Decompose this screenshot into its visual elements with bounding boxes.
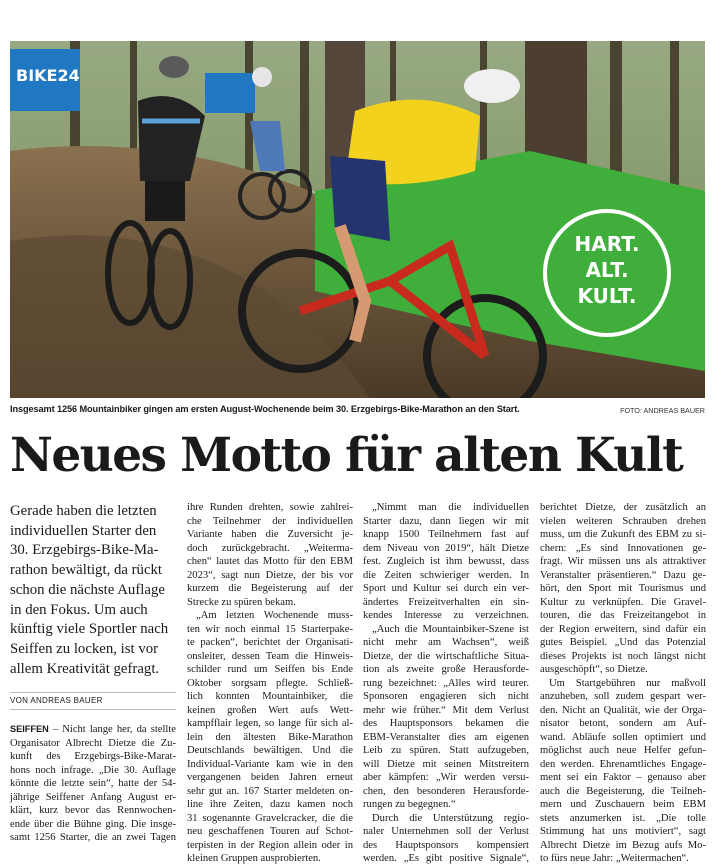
body-line: Starter dazu, dann liegen wir mit bbox=[363, 515, 529, 527]
body-line: Deutschlands bewältigen. Und die bbox=[187, 745, 353, 757]
body-line: samt 1256 Starter, die an zwei Tagen bbox=[10, 832, 176, 844]
body-line: stets anzumerken ist. „Die tolle bbox=[540, 812, 706, 824]
body-line: werden. „Es gibt positive Signale“, bbox=[363, 853, 529, 865]
body-line: Albrecht Dietze im Bezug aufs Mo- bbox=[540, 839, 706, 851]
body-line: kunft des Erzgebirgs-Bike-Marat- bbox=[10, 751, 176, 763]
body-line: ausgeschöpft“, so Dietze. bbox=[540, 664, 648, 676]
body-line: berichtet Dietze, der zusätzlich an bbox=[540, 502, 706, 513]
body-line: chen“ lautet das Motto für den EBM bbox=[187, 556, 353, 568]
teaser-line: in den Fokus. Um auch bbox=[10, 601, 148, 618]
body-line: aber kämpfen: „Wir werden versu- bbox=[363, 772, 529, 784]
banner-line-2: ALT. bbox=[585, 258, 629, 282]
sign-text: BIKE24 bbox=[16, 66, 80, 85]
teaser bbox=[10, 502, 176, 679]
body-line: hört, den Sport mit Tourismus und bbox=[540, 583, 706, 595]
body-line: kurzem die Begeisterung auf der bbox=[187, 583, 353, 595]
teaser-line: Gerade haben die letzten bbox=[10, 503, 157, 519]
body-line: Organisator Albrecht Dietze die Zu- bbox=[10, 737, 176, 749]
body-line: to fürs neue Jahr: „Weitermachen“. bbox=[540, 853, 689, 865]
body-line: doch zurückgebracht. „Weiterma- bbox=[187, 542, 353, 554]
teaser-line: schon die nächste Auflage bbox=[10, 581, 165, 598]
body-line: naler Unternehmen soll der Verlust bbox=[363, 826, 529, 838]
body-line: Veranstalter präsentieren.“ Dazu ge- bbox=[540, 569, 706, 581]
body-line: Durch die Unterstützung regio- bbox=[372, 812, 529, 824]
body-line: terpisten in der Region allein oder in bbox=[187, 839, 353, 851]
body-line: che Teilnehmer der individuellen bbox=[187, 515, 353, 527]
body-line: schilder rund um Seiffen bis Ende bbox=[187, 664, 353, 676]
body-line: knapp 1500 Teilnehmern fast auf bbox=[363, 529, 529, 541]
body-line bbox=[10, 723, 176, 737]
body-line: ändertes Freizeitverhalten ein sin- bbox=[363, 596, 529, 608]
body-line: neu geschaffenen Touren auf Schot- bbox=[187, 826, 353, 838]
body-line: der Region erweitern, sind dafür ein bbox=[540, 623, 706, 635]
body-line: chen, den besonderen Herausforde- bbox=[363, 785, 529, 797]
body-line: mehr wie früher.“ Mit dem Verlust bbox=[363, 704, 529, 716]
body-line: Um Startgebühren nur maßvoll bbox=[549, 677, 706, 689]
body-line: te packen“, berichtet der Organisati- bbox=[187, 637, 353, 649]
body-line: Variante haben die Zuversicht je- bbox=[187, 529, 353, 541]
body-line: Stimmung hat uns motiviert“, sagt bbox=[540, 826, 706, 838]
body-line: Individual-Variante kam wie in den bbox=[187, 758, 353, 770]
body-line: muss, um die Zukunft des EBM zu si- bbox=[540, 529, 706, 541]
article-column-2 bbox=[187, 501, 353, 866]
headline: Neues Motto für alten Kult bbox=[10, 428, 683, 483]
body-line: vielen weiteren Schrauben drehen bbox=[540, 515, 706, 527]
article-column-3 bbox=[363, 501, 529, 866]
body-line: die Zeiten schwieriger werden. In bbox=[363, 569, 529, 581]
teaser-line: Seiffen zu locken, ist vor bbox=[10, 640, 159, 657]
body-line: kleinen Gruppen ausprobierten. bbox=[187, 853, 321, 865]
body-line: Sport und Kultur sei durch ein ver- bbox=[363, 583, 529, 595]
byline: VON ANDREAS BAUER bbox=[10, 692, 176, 710]
body-line: den. Nicht an Qualität, wie der Orga- bbox=[540, 704, 706, 716]
body-line: Leib zu spüren. Statt aufzugeben, bbox=[363, 745, 529, 757]
body-line: könnte die letzte sein“, hatte der 54- bbox=[10, 778, 176, 790]
body-line: Dietze, der die wirtschaftliche Situa- bbox=[363, 650, 529, 662]
body-line: gutes Beispiel. „Und das Potenzial bbox=[540, 637, 706, 649]
body-line: fest. Zugleich ist ihm bewusst, dass bbox=[363, 556, 529, 568]
body-line: rung bezeichnet: „Alles wird teurer. bbox=[363, 677, 529, 689]
body-line: „Am letzten Wochenende muss- bbox=[196, 610, 353, 622]
body-line: line ihre Zeiten, dazu kamen noch bbox=[187, 799, 353, 811]
body-line: vergangenen beiden Jahren erneut bbox=[187, 772, 353, 784]
body-line: fragt. Wir müssen uns als attraktiver bbox=[540, 556, 706, 568]
photo-caption: Insgesamt 1256 Mountainbiker gingen am ersten August-Wochenende beim 30. Erzgebirgs-Bike-Marathon an den Start. bbox=[10, 404, 520, 414]
body-line: lich konnten Mountainbiker, die bbox=[187, 691, 353, 703]
body-line: nicht mehr am Wachsen“, weiß bbox=[363, 637, 529, 649]
body-line: lein den ältesten Bike-Marathon bbox=[187, 731, 353, 743]
body-line: „Nimmt man die individuellen bbox=[372, 502, 529, 513]
body-line: klärt, kurz bevor das Rennwochen- bbox=[10, 805, 176, 817]
teaser-line: künftig viele Sportler nach bbox=[10, 621, 169, 638]
mountainbike-race-illustration bbox=[10, 41, 705, 398]
banner-line-1: HART. bbox=[574, 232, 640, 256]
body-line-text: – Nicht lange her, da stellte bbox=[48, 724, 176, 735]
photo-credit: FOTO: ANDREAS BAUER bbox=[620, 406, 705, 415]
body-line: ihre Runden drehten, sowie zahlrei- bbox=[187, 502, 353, 513]
body-line: sehr gut an. 167 Starter meldeten on- bbox=[187, 785, 353, 797]
body-line: ten wir noch einmal 15 Starterpake- bbox=[187, 623, 353, 635]
body-line: 31 sogenannte Gravelcracker, die die bbox=[187, 812, 353, 824]
article-photo bbox=[10, 41, 705, 398]
body-line: onsleiter, dessen Team die Hinweis- bbox=[187, 650, 353, 662]
body-line: nisator betont, sondern am Auf- bbox=[540, 718, 706, 730]
body-line: des Hauptsponsors kompensiert bbox=[363, 839, 529, 851]
body-line: Strecke zu spüren bekam. bbox=[187, 596, 296, 608]
body-line: touren, die das Freizeitangebot in bbox=[540, 610, 706, 622]
article-column-4 bbox=[540, 501, 706, 866]
body-line: ment sei ein Faktor – genauso aber bbox=[540, 772, 706, 784]
body-line: EBM-Veranstalter dies am eigenen bbox=[363, 731, 529, 743]
body-line: Sponsoren engagieren sich nicht bbox=[363, 691, 529, 703]
body-line: will Dietze mit seinen Mitstreitern bbox=[363, 758, 529, 770]
body-line: des Hauptsponsors bekamen die bbox=[363, 718, 529, 730]
body-line: den werden. Ehrenamtliches Engage- bbox=[540, 758, 706, 770]
body-line: mern und Zuschauern beim EBM bbox=[540, 799, 706, 811]
body-line: dem Niveau von 2019“, hält Dietze bbox=[363, 542, 529, 554]
body-line: anzuheben, soll zudem gespart wer- bbox=[540, 691, 706, 703]
body-line: Oktober sorgsam pflegte. Schließ- bbox=[187, 677, 353, 689]
body-line: „Auch die Mountainbiker-Szene ist bbox=[372, 623, 529, 635]
body-line: hons noch infrage. „Die 30. Auflage bbox=[10, 764, 176, 776]
body-line: Kultur zu verknüpfen. Die Gravel- bbox=[540, 596, 706, 608]
article-column-1 bbox=[10, 723, 176, 845]
body-line: rungen zu begegnen.“ bbox=[363, 799, 456, 811]
dateline: SEIFFEN bbox=[10, 724, 49, 734]
body-line: ende über die Bühne ging. Die insge- bbox=[10, 818, 176, 830]
body-line: auch die Begeisterung, die Teilneh- bbox=[540, 785, 706, 797]
body-line: kampfflair legen, so lange für sich al- bbox=[187, 718, 353, 730]
body-line: chern: „Es sind Innovationen ge- bbox=[540, 542, 706, 554]
body-line: keinen großen Wert aufs Wett- bbox=[187, 704, 353, 716]
body-line: jährige Seiffener Anfang August er- bbox=[10, 791, 176, 803]
body-line: dieses Projekts ist noch längst nicht bbox=[540, 650, 706, 662]
body-line: tion als zweite große Herausforde- bbox=[363, 664, 529, 676]
body-line: 2023“, sagt nun Dietze, der bis vor bbox=[187, 569, 353, 581]
banner-line-3: KULT. bbox=[577, 284, 637, 308]
teaser-line: 30. Erzgebirgs-Bike-Ma- bbox=[10, 542, 159, 559]
teaser-line: rathon bewältigt, da rückt bbox=[10, 562, 163, 579]
body-line: kendes Interesse zu verzeichnen. bbox=[363, 610, 529, 622]
teaser-line: allem Kreativität gefragt. bbox=[10, 660, 160, 677]
body-line: möglichst auch neue Helfer gefun- bbox=[540, 745, 706, 757]
teaser-line: individuellen Starter den bbox=[10, 522, 157, 539]
body-line: wand. Abläufe sollen optimiert und bbox=[540, 731, 706, 743]
